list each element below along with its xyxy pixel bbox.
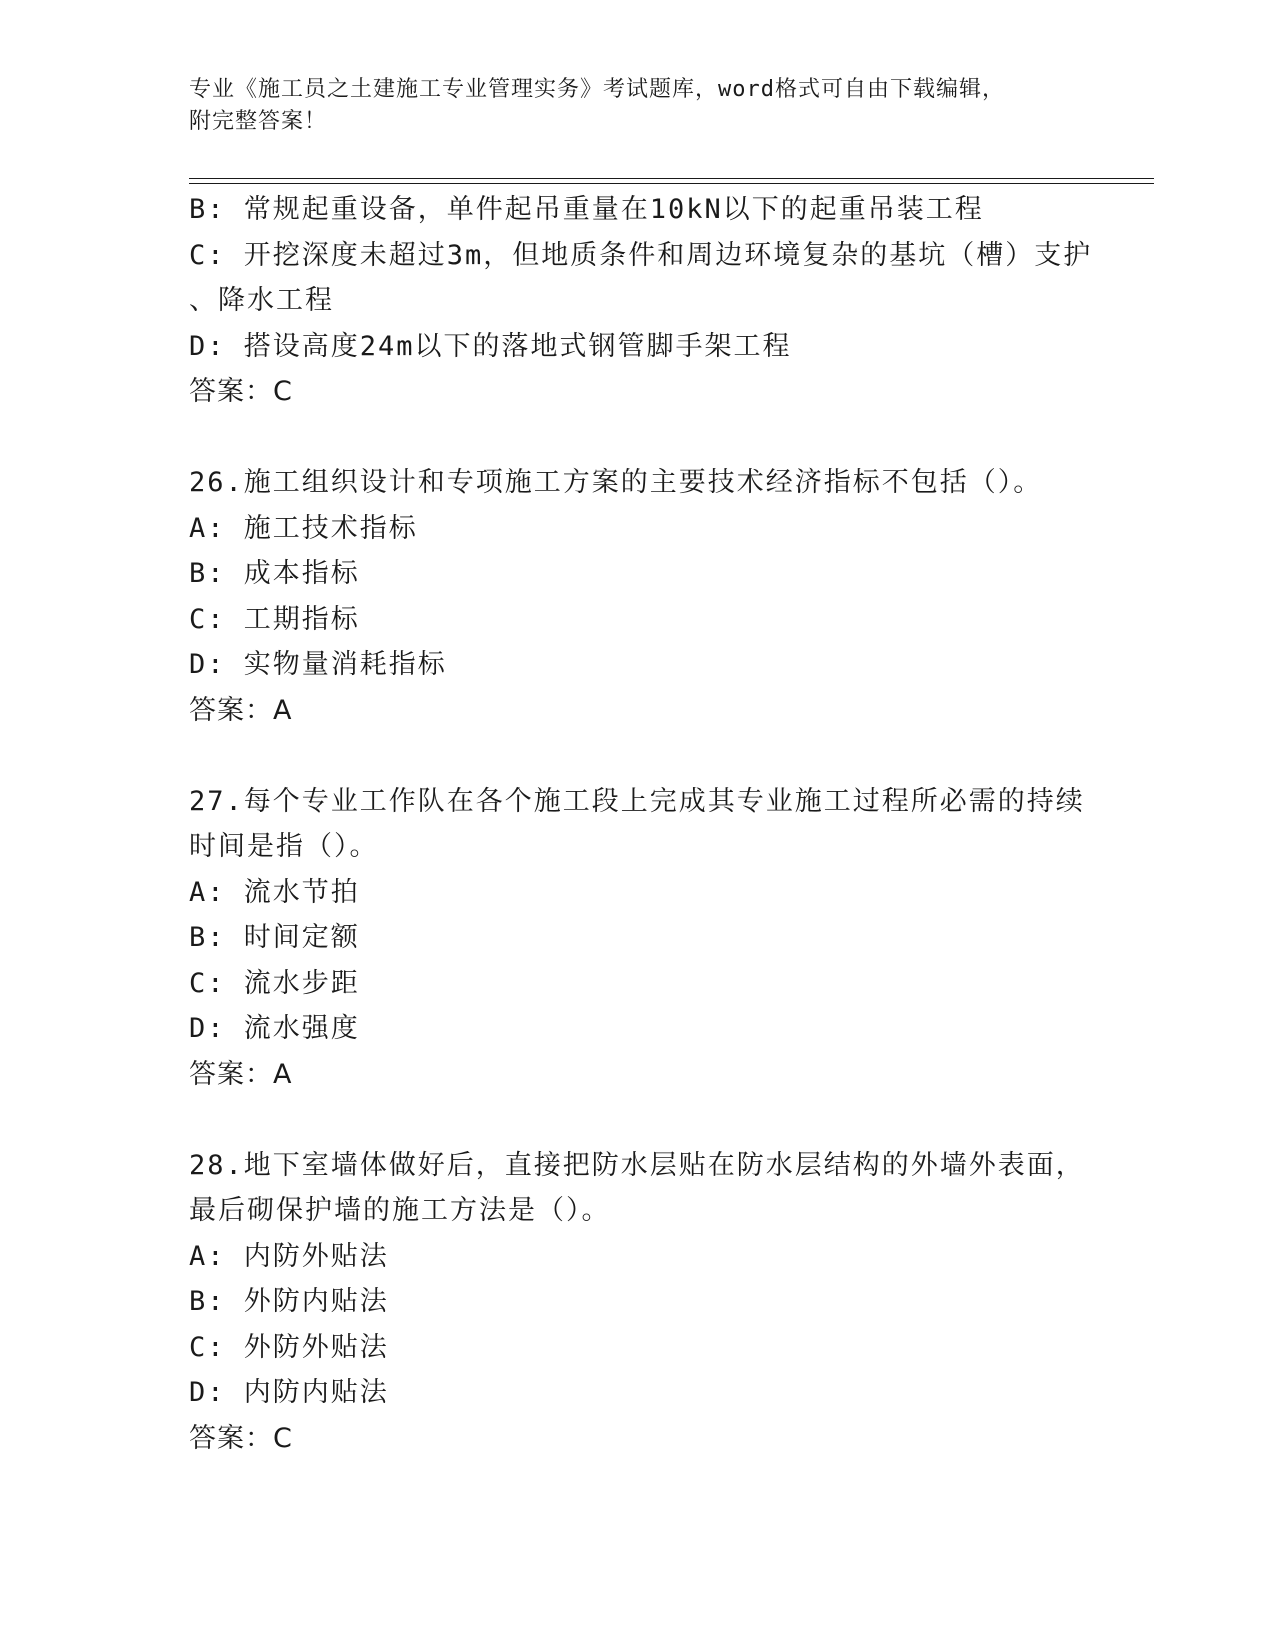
question-text-line-2: 时间是指（）。 xyxy=(189,831,379,862)
question-27 xyxy=(189,779,1109,1098)
header-title-line-2: 附完整答案！ xyxy=(189,109,328,134)
option-d: D: 搭设高度24m以下的落地式钢管脚手架工程 xyxy=(189,330,792,362)
option-a: A: 施工技术指标 xyxy=(189,512,418,544)
question-text: 26.施工组织设计和专项施工方案的主要技术经济指标不包括（）。 xyxy=(189,467,1043,498)
option-b: B: 常规起重设备，单件起吊重量在10kN以下的起重吊装工程 xyxy=(189,194,984,225)
option-d: D: 流水强度 xyxy=(189,1013,360,1044)
option-c: C: 工期指标 xyxy=(189,603,360,635)
option-d: D: 实物量消耗指标 xyxy=(189,649,447,680)
spacer xyxy=(189,1097,1109,1143)
header-divider-bottom xyxy=(189,183,1154,184)
document-header xyxy=(189,74,1089,138)
answer: 答案：C xyxy=(189,1422,293,1454)
question-text-line-2: 最后砌保护墙的施工方法是（）。 xyxy=(189,1195,611,1226)
option-c: C: 流水步距 xyxy=(189,967,360,999)
option-b: B: 外防内贴法 xyxy=(189,1286,389,1317)
question-text-line-1: 27.每个专业工作队在各个施工段上完成其专业施工过程所必需的持续 xyxy=(189,785,1085,817)
option-d: D: 内防内贴法 xyxy=(189,1377,389,1408)
option-c-line-1: C: 开挖深度未超过3m，但地质条件和周边环境复杂的基坑（槽）支护 xyxy=(189,239,1093,271)
option-a: A: 内防外贴法 xyxy=(189,1240,389,1272)
answer: 答案：A xyxy=(189,694,293,726)
spacer xyxy=(189,415,1109,461)
question-text-line-1: 28.地下室墙体做好后，直接把防水层贴在防水层结构的外墙外表面， xyxy=(189,1149,1085,1181)
option-a: A: 流水节拍 xyxy=(189,876,360,908)
spacer xyxy=(189,733,1109,779)
question-list xyxy=(189,187,1109,1461)
option-b: B: 成本指标 xyxy=(189,558,360,589)
question-25-continued xyxy=(189,187,1109,415)
header-divider-top xyxy=(189,178,1154,179)
question-28 xyxy=(189,1143,1109,1462)
option-b: B: 时间定额 xyxy=(189,922,360,953)
answer: 答案：A xyxy=(189,1058,293,1090)
option-c: C: 外防外贴法 xyxy=(189,1331,389,1363)
header-title-line-1: 专业《施工员之土建施工专业管理实务》考试题库，word格式可自由下载编辑， xyxy=(189,77,1005,102)
question-26 xyxy=(189,460,1109,733)
answer: 答案：C xyxy=(189,376,293,407)
option-c-line-2: 、降水工程 xyxy=(189,285,334,316)
